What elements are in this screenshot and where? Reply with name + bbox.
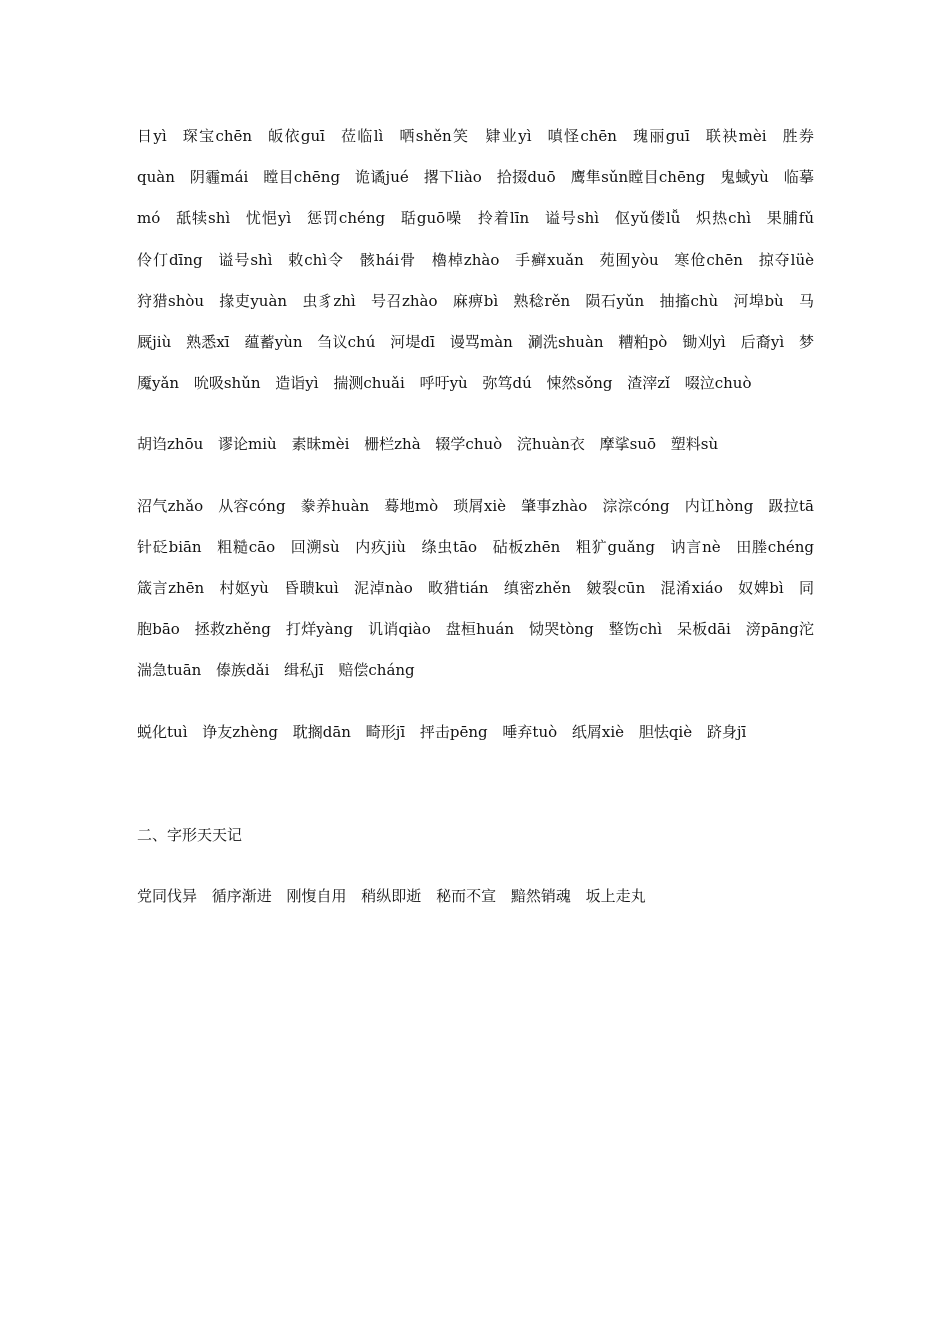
pinyin-paragraph-3: 沼气zhǎo 从容cóng 豢养huàn 蓦地mò 琐屑xiè 肇事zhào 淙淙cóng 内讧hòng 趿拉tā 针砭biān 粗糙cāo 回溯sù 内疚jiù 绦虫tāo 砧板zhēn 粗犷guǎng 讷言nè 田塍chéng 箴言zhēn 村妪yù 昏聩kuì 泥淖nào 畋猎tián 缜密zhěn 皴裂cūn 混淆xiáo 奴婢bì 同胞bāo 拯救zhěng 打烊yàng 讥诮qiào 盘桓huán 恸哭tòng 整饬chì 呆板dāi 滂pāng沱 湍急tuān 傣族dǎi 缉私jī 赔偿cháng bbox=[137, 496, 814, 680]
section-heading: 二、字形天天记 bbox=[137, 825, 243, 844]
pinyin-paragraph-1: 日yì 琛宝chēn 皈依guī 莅临lì 哂shěn笑 肄业yì 嗔怪chēn 瑰丽guī 联袂mèi 胜券quàn 阴霾mái 瞠目chēng 诡谲jué 撂下liào 拾掇duō 鹰隼sǔn瞠目chēng 鬼蜮yù 临摹mó 舐犊shì 忧悒yì 惩罚chéng 聒guō噪 拎着līn 谥号shì 伛yǔ偻lǚ 炽热chì 果脯fǔ 伶仃dīng 谥号shì 敕chì令 骸hái骨 櫓棹zhào 手癣xuǎn 苑囿yòu 寒伧chēn 掠夺lüè 狩猎shòu 掾吏yuàn 虫豸zhì 号召zhào 麻痹bì 熟稔rěn 陨石yǔn 抽搐chù 河埠bù 马厩jiù 熟悉xī 蕴蓄yùn 刍议chú 河堤dī 谩骂màn 涮洗shuàn 糟粕pò 锄刈yì 后裔yì 梦魇yǎn 吮吸shǔn 造诣yì 揣测chuǎi 呼吁yù 弥笃dú 悚然sǒng 渣滓zǐ 啜泣chuò bbox=[137, 127, 814, 393]
paragraph-gap bbox=[137, 404, 814, 424]
paragraph-gap bbox=[137, 466, 814, 486]
paragraph-gap bbox=[137, 692, 814, 712]
pinyin-paragraph-2: 胡诌zhōu 谬论miù 素昧mèi 栅栏zhà 辍学chuò 浣huàn衣 摩挲suō 塑料sù bbox=[137, 435, 719, 454]
idioms-paragraph: 党同伐异 循序渐进 刚愎自用 稍纵即逝 秘而不宣 黯然销魂 坂上走丸 bbox=[137, 887, 646, 906]
paragraph-gap bbox=[137, 856, 814, 876]
document-page bbox=[137, 116, 814, 917]
section-gap bbox=[137, 753, 814, 815]
pinyin-paragraph-4: 蜕化tuì 诤友zhèng 耽搁dān 畸形jī 抨击pēng 唾弃tuò 纸屑xiè 胆怯qiè 跻身jī bbox=[137, 722, 747, 741]
